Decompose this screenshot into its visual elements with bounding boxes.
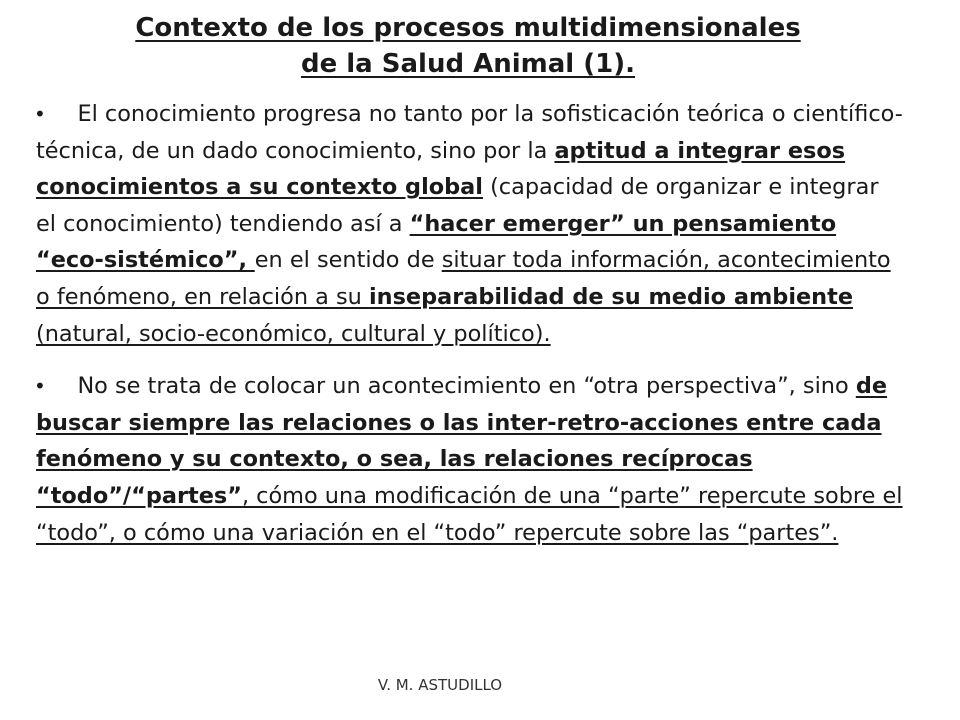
slide-title <box>0 10 936 82</box>
slide-title-line2: de la Salud Animal (1). <box>300 49 636 79</box>
bullet1-text-1: El conocimiento progresa no tanto por la sofisticación teórica o científico-técnica, de un dado conocimiento, sino por la <box>36 101 903 164</box>
bullet1-emphasis-3: inseparabilidad de su medio ambiente <box>368 283 854 310</box>
bullet1-emphasis-2: “hacer emerger” un pensamiento “eco-sistémico”, <box>36 210 837 274</box>
bullet-item-2 <box>36 368 904 551</box>
bullet2-text-1: No se trata de colocar un acontecimiento en “otra perspectiva”, sino <box>77 373 856 400</box>
bullet-list <box>36 96 904 551</box>
bullet2-emphasis-1: de buscar siempre las relaciones o las inter-retro-acciones entre cada fenómeno y su contexto, o sea, las relaciones recíprocas “todo”/“partes” <box>36 373 888 509</box>
bullet1-text-3: en el sentido de <box>254 247 442 274</box>
bullet-item-1 <box>36 96 904 352</box>
slide-title-line1: Contexto de los procesos multidimensionales <box>135 13 801 43</box>
bullet2-underlined-1: , cómo una modificación de una “parte” repercute sobre el “todo”, o cómo una variación en el “todo” repercute sobre las “partes”. <box>36 482 903 546</box>
bullet1-underlined-1: situar toda información, acontecimiento o fenómeno, en relación a su <box>36 247 891 310</box>
bullet1-text-2: (capacidad de organizar e integrar el conocimiento) tendiendo así a <box>36 174 879 237</box>
bullet1-underlined-2: (natural, socio-económico, cultural y político). <box>36 320 551 347</box>
bullet1-emphasis-1: aptitud a integrar esos conocimientos a su contexto global <box>36 137 846 201</box>
footer-author: V. M. ASTUDILLO <box>377 676 503 694</box>
